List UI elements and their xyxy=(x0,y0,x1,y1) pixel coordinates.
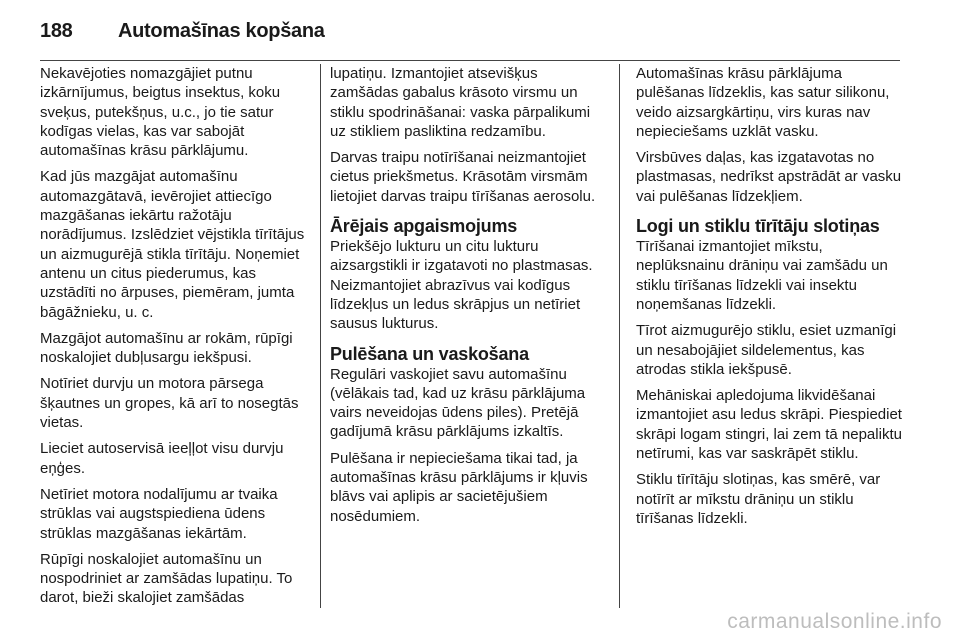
paragraph: Rūpīgi noskalojiet automašīnu un nospodriniet ar zamšādas lupatiņu. To darot, bieži skalojiet zamšādas xyxy=(40,550,293,607)
paragraph: lupatiņu. Izmantojiet atsevišķus zamšādas gabalus krāsoto virsmu un stiklu spodrināšanai: vaska pārpalikumi uz stikliem pasliktina redzamību. xyxy=(330,65,591,140)
paragraph: Notīriet durvju un motora pārsega šķautnes un gropes, kā arī to nosegtās vietas. xyxy=(40,375,299,432)
paragraph: Virsbūves daļas, kas izgatavotas no plastmasas, nedrīkst apstrādāt ar vasku vai pulēšanas līdzekļiem. xyxy=(636,149,902,205)
page-header xyxy=(40,20,325,46)
paragraph: Tīrot aizmugurējo stiklu, esiet uzmanīgi un nesabojājiet sildelementus, kas atrodas stikla iekšpusē. xyxy=(636,322,897,378)
header-rule xyxy=(40,60,900,61)
paragraph: Automašīnas krāsu pārklājuma pulēšanas līdzeklis, kas satur silikonu, veido aizsargkārtiņu, virs kuras nav nepieciešams uzklāt vasku. xyxy=(636,65,890,140)
watermark: carmanualsonline.info xyxy=(727,610,942,633)
paragraph: Mazgājot automašīnu ar rokām, rūpīgi noskalojiet dubļusargu iekšpusi. xyxy=(40,329,293,367)
paragraph: Tīrīšanai izmantojiet mīkstu, neplūksnainu drāniņu vai zamšādu un stiklu tīrīšanas līdzekli vai insektu noņemšanas līdzekli. xyxy=(636,238,888,313)
paragraph: Lieciet autoservisā ieeļļot visu durvju eņģes. xyxy=(40,440,284,477)
chapter-title: Automašīnas kopšana xyxy=(118,20,325,42)
section-heading: Pulēšana un vaskošana xyxy=(330,343,529,364)
section-heading: Logi un stiklu tīrītāju slotiņas xyxy=(636,216,880,237)
paragraph: Mehāniskai apledojuma likvidēšanai izmantojiet asu ledus skrāpi. Piespiediet skrāpi logam stingri, lai zem tā nepaliktu netīrumi, kas var saskrāpēt stiklu. xyxy=(636,387,902,463)
paragraph: Darvas traipu notīrīšanai neizmantojiet cietus priekšmetus. Krāsotām virsmām lietojiet darvas traipu tīrīšanas aerosolu. xyxy=(330,149,596,205)
paragraph: Priekšējo lukturu un citu lukturu aizsargstikli ir izgatavoti no plastmasas. Neizmantojiet abrazīvus vai kodīgus līdzekļus un ledus skrāpjus un netīriet sausus lukturus. xyxy=(330,238,593,333)
column-divider xyxy=(320,64,321,608)
paragraph: Stiklu tīrītāju slotiņas, kas smērē, var notīrīt ar mīkstu drāniņu un stiklu tīrīšanas līdzekli. xyxy=(636,471,881,527)
text-column-3 xyxy=(636,64,908,535)
paragraph: Pulēšana ir nepieciešama tikai tad, ja automašīnas krāsu pārklājums ir kļuvis blāvs vai aplipis ar sacietējušiem nosēdumiem. xyxy=(330,449,588,525)
paragraph: Kad jūs mazgājat automašīnu automazgātavā, ievērojiet attiecīgo mazgāšanas iekārtu ražotāju norādījumus. Izslēdziet vējstikla tīrītājus un aizmugurējā stikla tīrītāju. Noņemiet antenu un citus piederumus, kas uzstādīti no ārpuses, piemēram, jumta bāgāžnieku, u. c. xyxy=(40,168,305,321)
column-divider xyxy=(619,64,620,608)
text-column-2 xyxy=(330,64,602,533)
section-heading: Ārējais apgaismojums xyxy=(330,216,518,237)
text-column-1 xyxy=(40,64,306,615)
paragraph: Netīriet motora nodalījumu ar tvaika strūklas vai augstspiediena ūdens strūklas mazgāšanas iekārtām. xyxy=(40,485,278,542)
paragraph: Nekavējoties nomazgājiet putnu izkārnījumus, beigtus insektus, koku sveķus, putekšņus, u.c., jo tie satur kodīgas vielas, kas var sabojāt automašīnas krāsu pārklājumu. xyxy=(40,65,281,160)
paragraph: Regulāri vaskojiet savu automašīnu (vēlākais tad, kad uz krāsu pārklājuma vairs neveidojas ūdens piles). Pretējā gadījumā krāsu pārklājums izkaltīs. xyxy=(330,365,586,441)
page-number: 188 xyxy=(40,20,73,42)
